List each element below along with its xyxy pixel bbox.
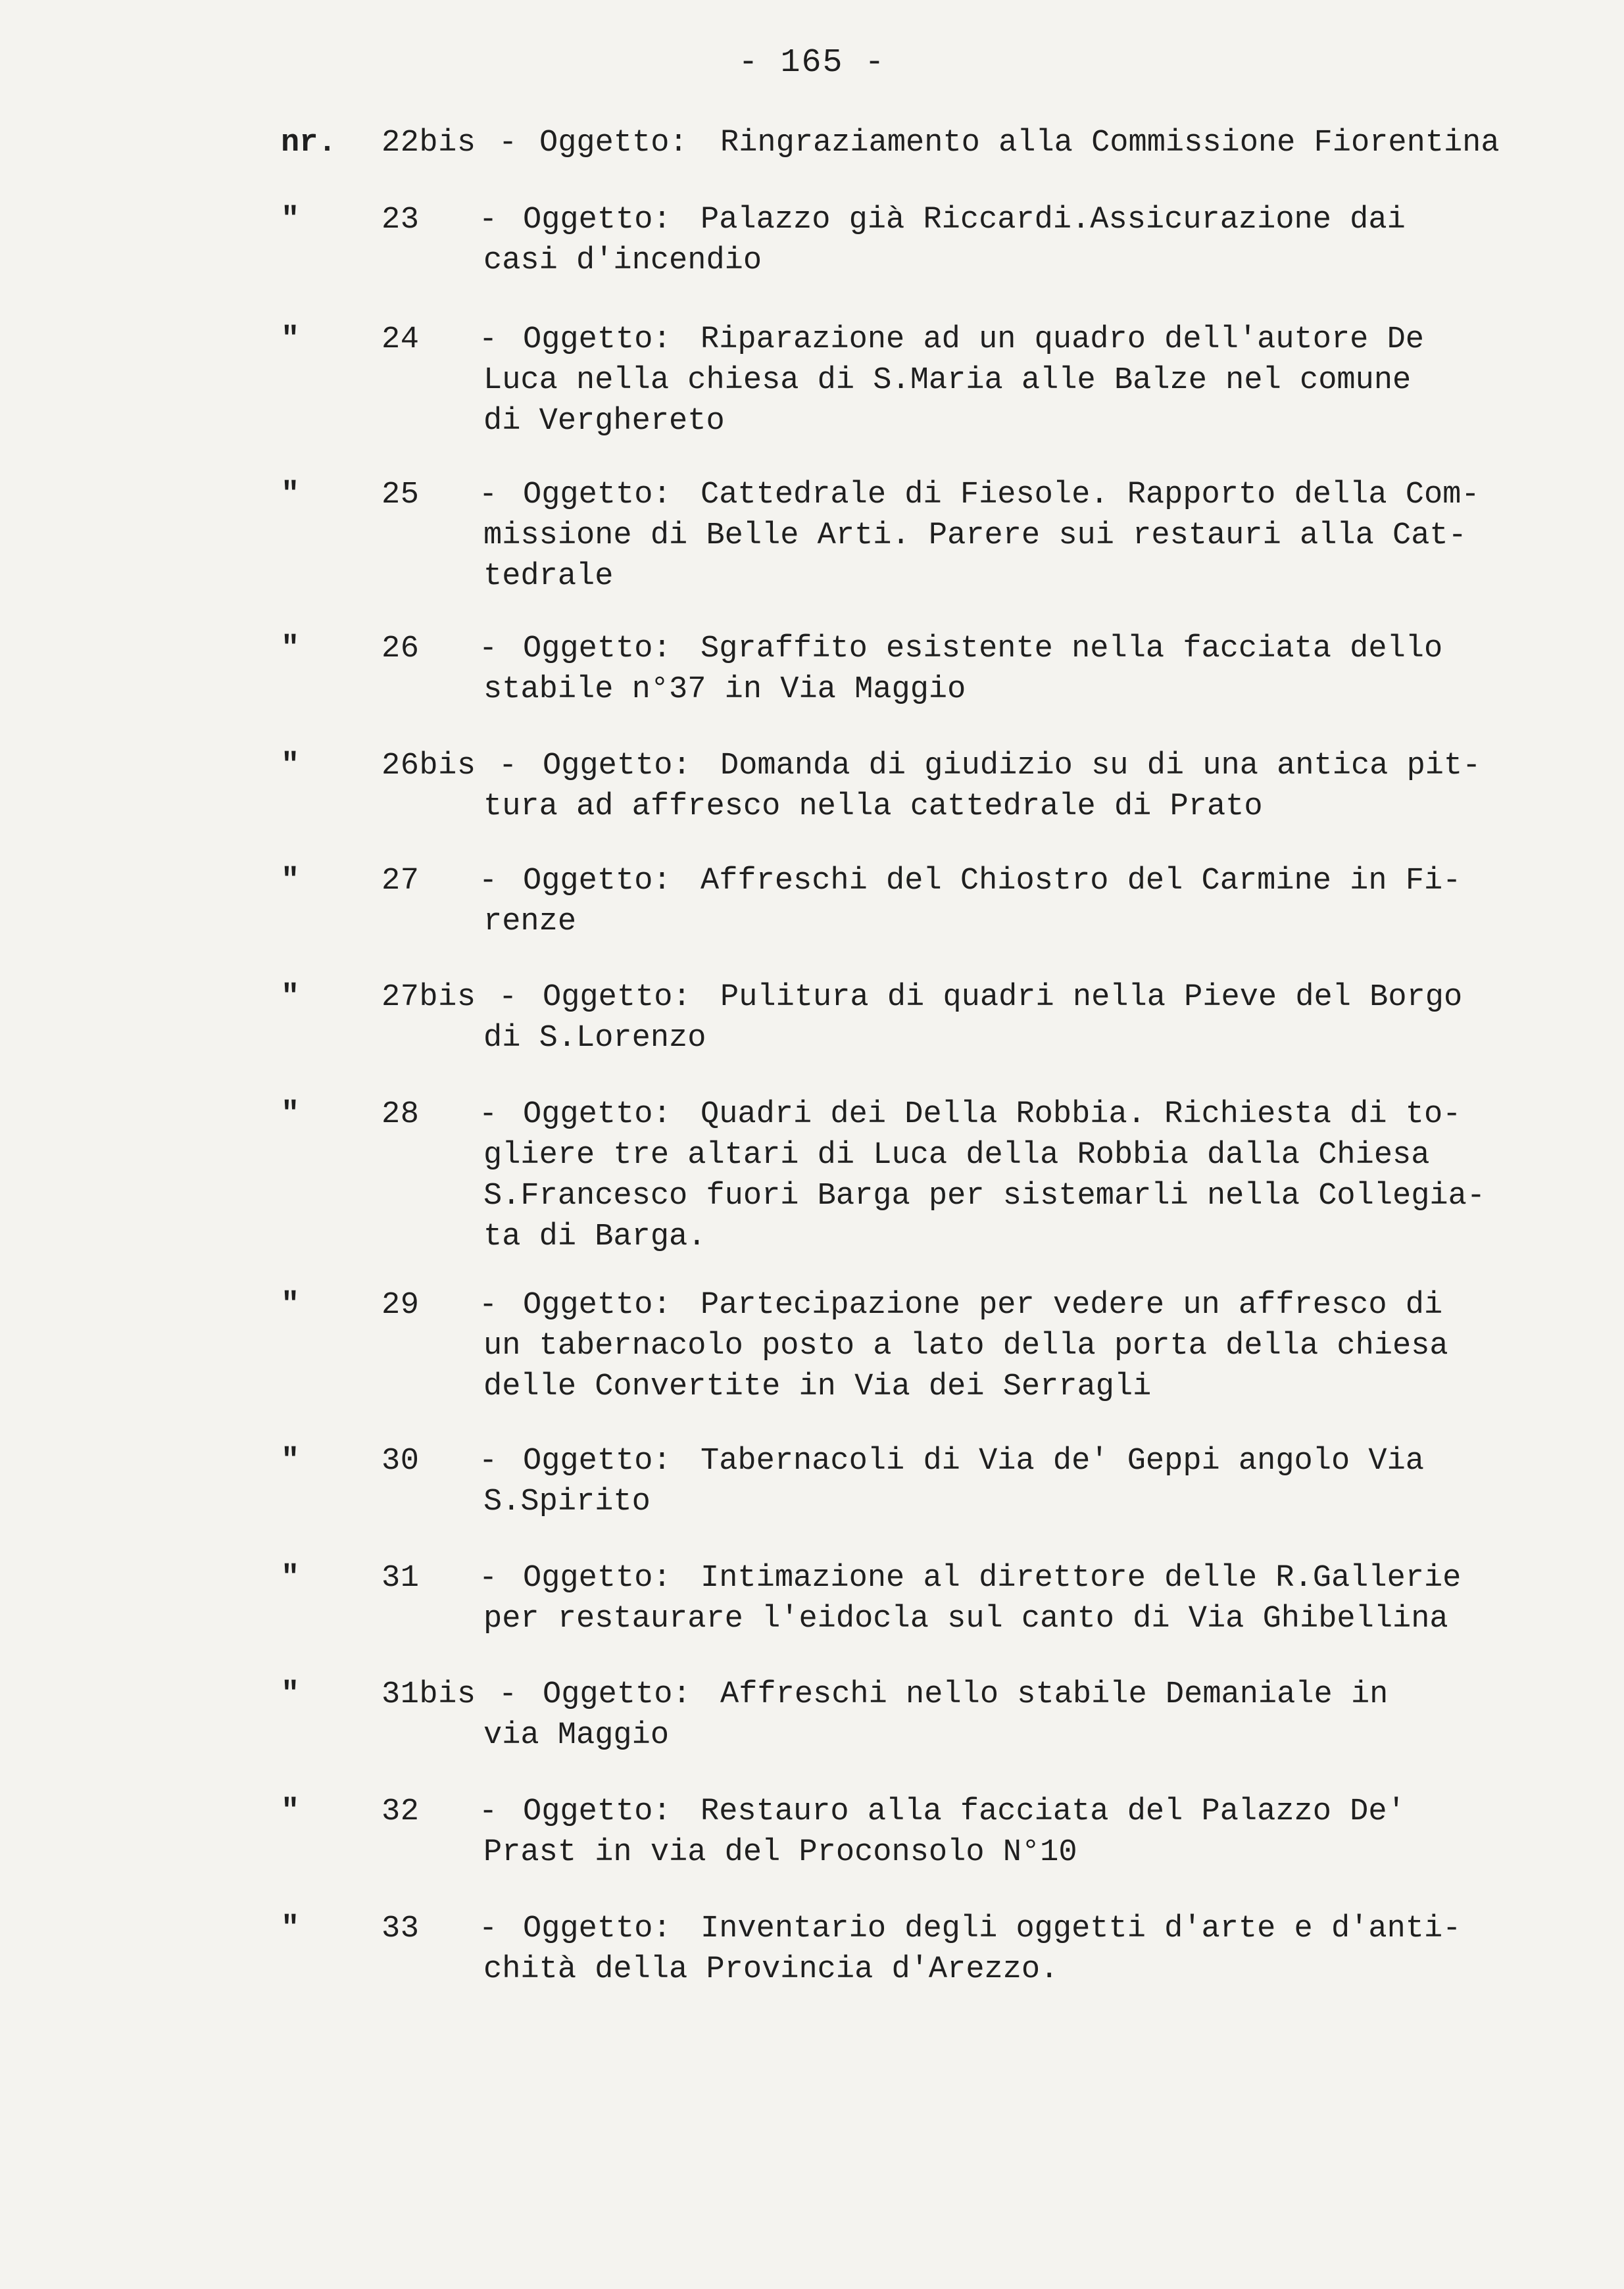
entry-text: Ringraziamento alla Commissione Fiorentina — [720, 126, 1500, 160]
entry-text: Sgraffito esistente nella facciata dello — [701, 631, 1443, 666]
entry-text-continuation: tedrale — [483, 559, 614, 594]
entry-dash: - — [499, 980, 518, 1015]
entry-dash: - — [479, 1444, 498, 1479]
entry-number: 30 — [381, 1444, 420, 1479]
entry-text: Affreschi nello stabile Demaniale in — [720, 1677, 1389, 1712]
entry-text-continuation: missione di Belle Arti. Parere sui restauri alla Cat- — [483, 518, 1467, 553]
entry-label: Oggetto: — [523, 322, 672, 357]
entry-text-continuation: Luca nella chiesa di S.Maria alle Balze nel comune — [483, 363, 1412, 398]
entry-label: Oggetto: — [523, 478, 672, 512]
entry-prefix: " — [281, 1444, 300, 1479]
entry-label: Oggetto: — [523, 1444, 672, 1479]
entry-dash: - — [499, 126, 518, 160]
entry-number: 26 — [381, 631, 420, 666]
entry-dash: - — [479, 203, 498, 237]
entry-label: Oggetto: — [539, 126, 688, 160]
entry-prefix: " — [281, 322, 300, 357]
entry-prefix: " — [281, 631, 300, 666]
entry-text-continuation: Prast in via del Proconsolo N°10 — [483, 1835, 1077, 1870]
entry-dash: - — [479, 1561, 498, 1596]
entry-text-continuation: delle Convertite in Via dei Serragli — [483, 1369, 1152, 1404]
entry-prefix: " — [281, 1097, 300, 1132]
entry-text-continuation: per restaurare l'eidocla sul canto di Via Ghibellina — [483, 1602, 1448, 1637]
entry-number: 24 — [381, 322, 420, 357]
entry-prefix: " — [281, 478, 300, 512]
entry-prefix: " — [281, 1794, 300, 1829]
entry-dash: - — [499, 1677, 518, 1712]
entry-number: 25 — [381, 478, 420, 512]
entry-text-continuation: stabile n°37 in Via Maggio — [483, 672, 966, 707]
entry-prefix: " — [281, 749, 300, 783]
entry-prefix: " — [281, 1561, 300, 1596]
entry-dash: - — [479, 1911, 498, 1946]
entry-text: Palazzo già Riccardi.Assicurazione dai — [701, 203, 1406, 237]
entry-text-continuation: tura ad affresco nella cattedrale di Prato — [483, 789, 1263, 824]
entry-label: Oggetto: — [523, 1911, 672, 1946]
entry-label: Oggetto: — [523, 631, 672, 666]
entry-text-continuation: ta di Barga. — [483, 1219, 706, 1254]
entry-dash: - — [479, 864, 498, 898]
entry-dash: - — [499, 749, 518, 783]
entry-text: Domanda di giudizio su di una antica pit- — [720, 749, 1481, 783]
entry-prefix: nr. — [281, 126, 337, 160]
entry-text: Riparazione ad un quadro dell'autore De — [701, 322, 1424, 357]
entry-text-continuation: chità della Provincia d'Arezzo. — [483, 1952, 1059, 1987]
entry-text: Partecipazione per vedere un affresco di — [701, 1288, 1443, 1323]
entry-number: 26bis — [381, 749, 476, 783]
entry-text-continuation: di Verghereto — [483, 404, 725, 439]
entry-text-continuation: casi d'incendio — [483, 243, 762, 278]
entry-number: 22bis — [381, 126, 476, 160]
entry-number: 32 — [381, 1794, 420, 1829]
entry-text: Intimazione al direttore delle R.Gallerie — [701, 1561, 1462, 1596]
entry-dash: - — [479, 478, 498, 512]
entry-label: Oggetto: — [543, 980, 691, 1015]
entry-prefix: " — [281, 1911, 300, 1946]
entry-text-continuation: S.Francesco fuori Barga per sistemarli nella Collegia- — [483, 1179, 1486, 1214]
entry-label: Oggetto: — [543, 749, 691, 783]
entry-dash: - — [479, 631, 498, 666]
entry-text-continuation: gliere tre altari di Luca della Robbia dalla Chiesa — [483, 1138, 1430, 1173]
entry-text-continuation: S.Spirito — [483, 1485, 651, 1519]
entry-text-continuation: un tabernacolo posto a lato della porta della chiesa — [483, 1329, 1448, 1364]
entry-label: Oggetto: — [523, 1561, 672, 1596]
entry-text-continuation: renze — [483, 904, 577, 939]
entry-dash: - — [479, 1097, 498, 1132]
entry-label: Oggetto: — [523, 1288, 672, 1323]
entry-prefix: " — [281, 980, 300, 1015]
entry-number: 31 — [381, 1561, 420, 1596]
entry-dash: - — [479, 322, 498, 357]
entry-label: Oggetto: — [523, 1097, 672, 1132]
entry-text: Affreschi del Chiostro del Carmine in Fi- — [701, 864, 1462, 898]
entry-text: Pulitura di quadri nella Pieve del Borgo — [720, 980, 1463, 1015]
entry-prefix: " — [281, 1288, 300, 1323]
entry-text: Cattedrale di Fiesole. Rapporto della Com- — [701, 478, 1480, 512]
entry-prefix: " — [281, 203, 300, 237]
entry-label: Oggetto: — [543, 1677, 691, 1712]
entry-prefix: " — [281, 1677, 300, 1712]
entry-dash: - — [479, 1288, 498, 1323]
entry-number: 31bis — [381, 1677, 476, 1712]
entry-number: 23 — [381, 203, 420, 237]
entry-label: Oggetto: — [523, 1794, 672, 1829]
entry-label: Oggetto: — [523, 203, 672, 237]
page-number: - 165 - — [738, 44, 886, 82]
entry-number: 27bis — [381, 980, 476, 1015]
entry-number: 33 — [381, 1911, 420, 1946]
entry-label: Oggetto: — [523, 864, 672, 898]
entry-text: Quadri dei Della Robbia. Richiesta di to- — [701, 1097, 1462, 1132]
entry-number: 28 — [381, 1097, 420, 1132]
entry-prefix: " — [281, 864, 300, 898]
entry-text-continuation: via Maggio — [483, 1718, 670, 1753]
entry-text: Inventario degli oggetti d'arte e d'anti- — [701, 1911, 1462, 1946]
entry-text: Tabernacoli di Via de' Geppi angolo Via — [701, 1444, 1424, 1479]
entry-number: 29 — [381, 1288, 420, 1323]
entry-text-continuation: di S.Lorenzo — [483, 1021, 706, 1056]
entry-dash: - — [479, 1794, 498, 1829]
entry-text: Restauro alla facciata del Palazzo De' — [701, 1794, 1406, 1829]
entry-number: 27 — [381, 864, 420, 898]
